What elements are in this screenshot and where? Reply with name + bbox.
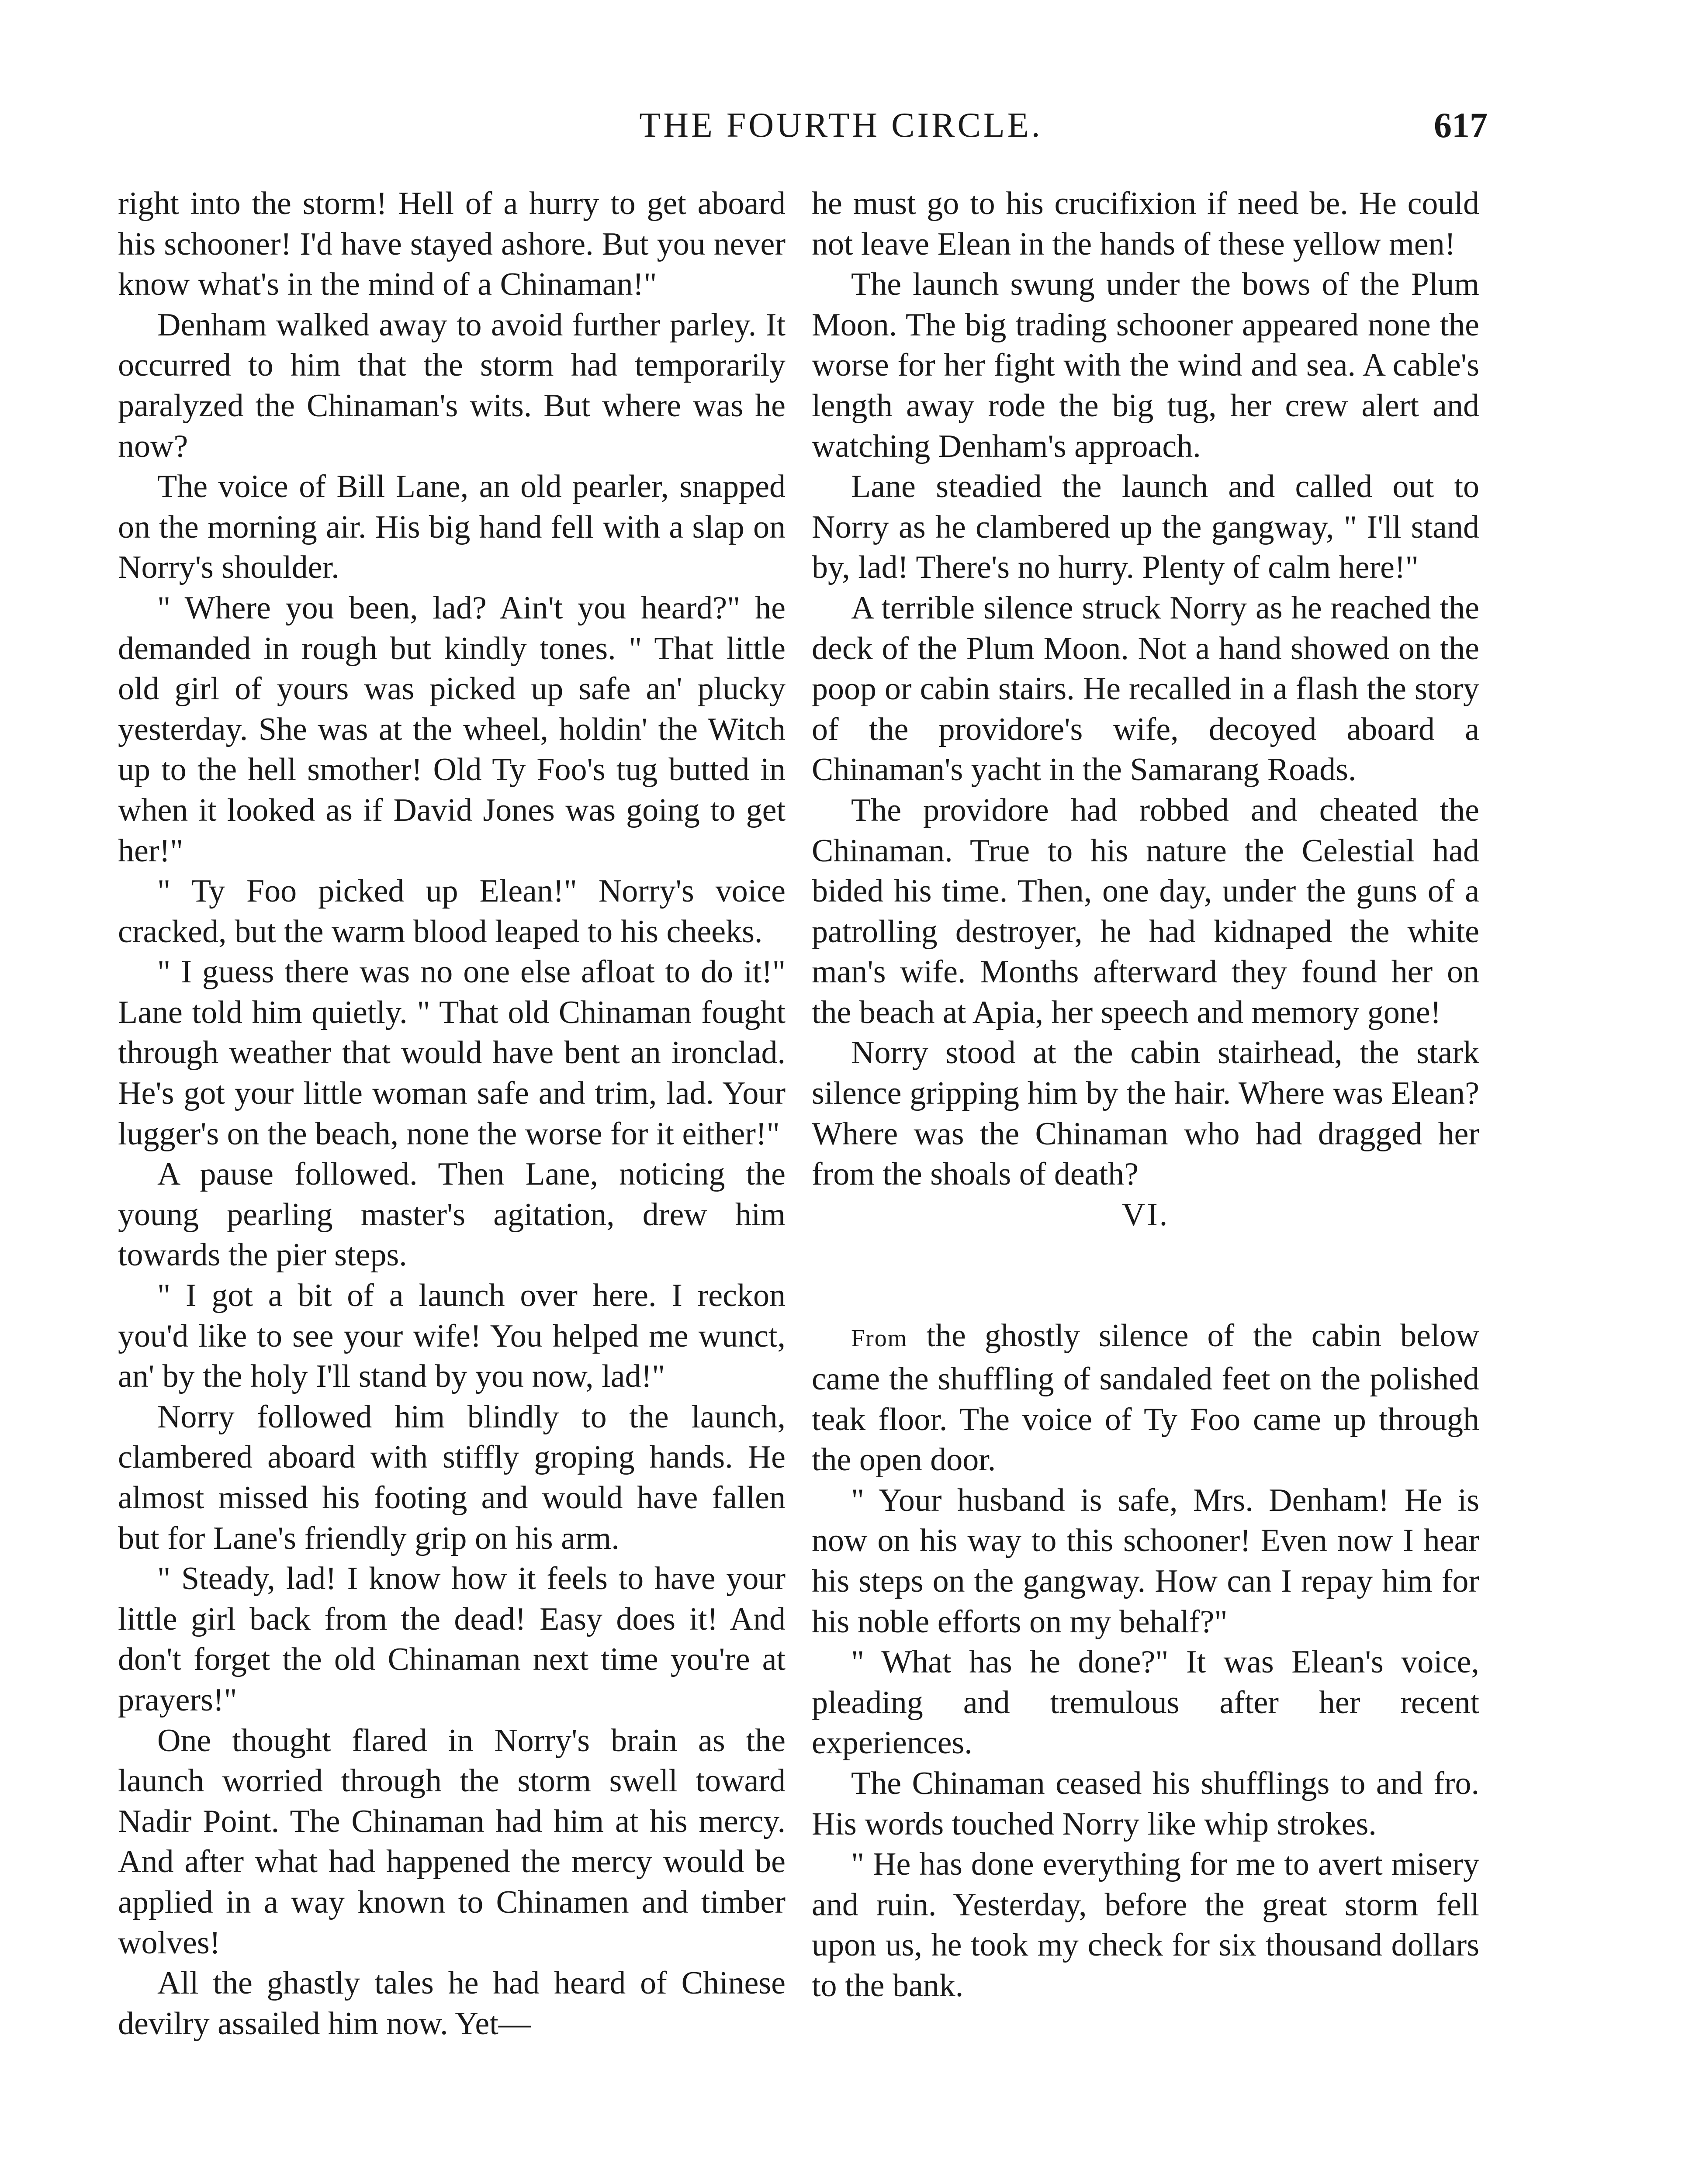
section-opening-paragraph — [812, 1316, 1479, 1480]
running-title: THE FOURTH CIRCLE. — [639, 106, 1043, 145]
right-column — [812, 183, 1479, 2006]
paragraph: right into the storm! Hell of a hurry to get aboard his schooner! I'd have stayed ashore. But you never know what's in the mind of a Chinaman!" — [118, 186, 786, 303]
smallcap-opening-word: From — [851, 1325, 908, 1352]
page-header — [0, 101, 1682, 149]
paragraph: The launch swung under the bows of the Plum Moon. The big trading schooner appeared none the worse for her fight with the wind and sea. A cable's length away rode the big tug, her crew alert and watching Denham's approach. — [812, 266, 1479, 464]
paragraph: The providore had robbed and cheated the Chinaman. True to his nature the Celestial had bided his time. Then, one day, under the guns of a patrolling destroyer, he had kidnaped the white man's wife. Months afterward they found her on the beach at Apia, her speech and memory gone! — [812, 792, 1479, 1030]
paragraph: The Chinaman ceased his shufflings to and fro. His words touched Norry like whip strokes. — [812, 1765, 1479, 1842]
left-column — [118, 183, 786, 2044]
page-number: 617 — [1434, 105, 1488, 145]
paragraph: One thought flared in Norry's brain as the launch worried through the storm swell toward Nadir Point. The Chinaman had him at his mercy. And after what had happened the mercy would be applied in a way known to Chinamen and timber wolves! — [118, 1722, 786, 1961]
paragraph: The voice of Bill Lane, an old pearler, snapped on the morning air. His big hand fell with a slap on Norry's shoulder. — [118, 469, 786, 586]
paragraph: he must go to his crucifixion if need be. He could not leave Elean in the hands of these yellow men! — [812, 186, 1479, 262]
paragraph: Lane steadied the launch and called out to Norry as he clambered up the gangway, " I'll stand by, lad! There's no hurry. Plenty of calm here!" — [812, 469, 1479, 586]
paragraph: " What has he done?" It was Elean's voice, pleading and tremulous after her recent experiences. — [812, 1644, 1479, 1761]
paragraph: A pause followed. Then Lane, noticing the young pearling master's agitation, drew him towards the pier steps. — [118, 1156, 786, 1273]
paragraph: " I guess there was no one else afloat to do it!" Lane told him quietly. " That old Chinaman fought through weather that would have bent an ironclad. He's got your little woman safe and trim, lad. Your lugger's on the beach, none the worse for it either!" — [118, 954, 786, 1152]
paragraph: Norry stood at the cabin stairhead, the stark silence gripping him by the hair. Where was Elean? Where was the Chinaman who had dragged her from the shoals of death? — [812, 1035, 1479, 1192]
paragraph: A terrible silence struck Norry as he reached the deck of the Plum Moon. Not a hand showed on the poop or cabin stairs. He recalled in a flash the story of the providore's wife, decoyed aboard a Chinaman's yacht in the Samarang Roads. — [812, 590, 1479, 788]
section-heading: VI. — [1121, 1196, 1170, 1233]
paragraph: " Steady, lad! I know how it feels to have your little girl back from the dead! Easy does it! And don't forget the old Chinaman next time you're at prayers!" — [118, 1561, 786, 1718]
paragraph: All the ghastly tales he had heard of Chinese devilry assailed him now. Yet— — [118, 1965, 786, 2042]
paragraph: Norry followed him blindly to the launch, clambered aboard with stiffly groping hands. He almost missed his footing and would have fallen but for Lane's friendly grip on his arm. — [118, 1399, 786, 1556]
paragraph: " I got a bit of a launch over here. I reckon you'd like to see your wife! You helped me wunct, an' by the holy I'll stand by you now, lad!" — [118, 1278, 786, 1395]
paragraph: " Ty Foo picked up Elean!" Norry's voice cracked, but the warm blood leaped to his cheeks. — [118, 873, 786, 950]
paragraph: " Where you been, lad? Ain't you heard?" he demanded in rough but kindly tones. " That little old girl of yours was picked up safe an' plucky yesterday. She was at the wheel, holdin' the Witch up to the hell smother! Old Ty Foo's tug butted in when it looked as if David Jones was going to get her!" — [118, 590, 786, 869]
opening-paragraph-text: the ghostly silence of the cabin below came the shuffling of sandaled feet on the polished teak floor. The voice of Ty Foo came up through the open door. — [812, 1318, 1479, 1478]
paragraph: Denham walked away to avoid further parley. It occurred to him that the storm had temporarily paralyzed the Chinaman's wits. But where was he now? — [118, 307, 786, 464]
paragraph: " He has done everything for me to avert misery and ruin. Yesterday, before the great storm fell upon us, he took my check for six thousand dollars to the bank. — [812, 1846, 1479, 2004]
paragraph: " Your husband is safe, Mrs. Denham! He is now on his way to this schooner! Even now I hear his steps on the gangway. How can I repay him for his noble efforts on my behalf?" — [812, 1482, 1479, 1640]
